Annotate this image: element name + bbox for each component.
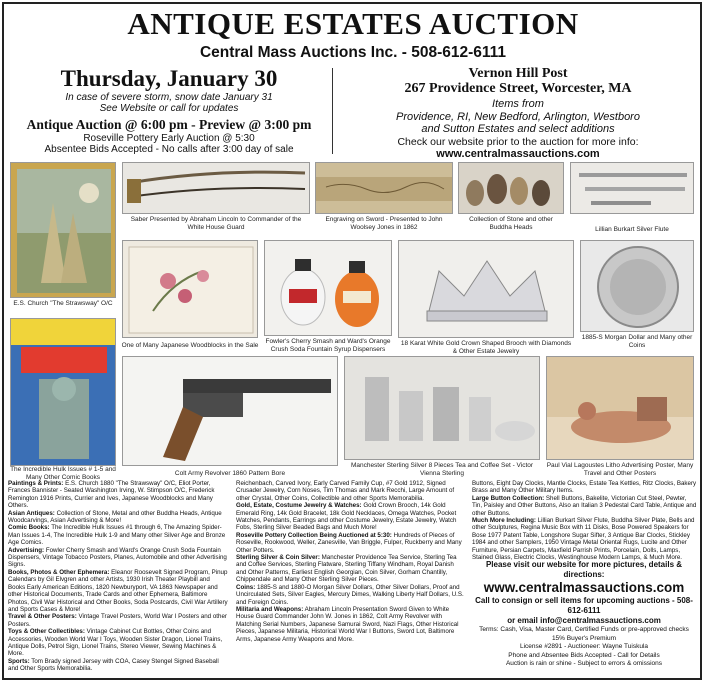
website-note: See Website or call for updates [99,103,239,114]
venue-address: 267 Providence Street, Worcester, MA [404,81,632,96]
consign-email[interactable]: or email info@centralmassauctions.com [507,616,661,625]
footer-website-link[interactable]: www.centralmassauctions.com [483,580,685,595]
visit-note: Please visit our website for more pictures, details & directions: [485,560,683,579]
crown-image [399,241,574,338]
saber-photo [122,162,310,214]
soda-image [265,241,392,336]
category-paragraph [8,510,228,525]
revolver-caption: Colt Army Revolver 1860 Pattern Bore [174,470,286,477]
silver-tea-set-photo [344,356,540,460]
auction-times: Antique Auction @ 6:00 pm - Preview @ 3:00 pm [26,117,312,132]
category-paragraph [472,480,698,495]
category-description: Gold Crown Brooch, 14k Gold Emerald Ring, 14k Gold Bracelet, 18k Gold Necklaces, Omega Watches, Pocket Watches, Pendants, Earrings and other Costume Jewelry, Estate Jewelry, Watch Fobs, Sterling Silver Beaded Bags and Much More! [236,502,457,532]
page-title: ANTIQUE ESTATES AUCTION [127,6,579,41]
category-description: Vintage Cabinet Cut Bottles, Other Coins and Accessories, Wooden World War I Toys, Wooden Sister Dragon, Lionel Trains, Antique Dolls, Petrol Sign, Lionel Trains, Stereo Viewer, Sewing Machines & More. [8,628,223,658]
category-description: Tom Brady signed Jersey with COA, Casey Stengel Signed Baseball and Other Sports Memorabilia. [8,657,219,673]
revolver-photo [122,356,338,466]
church-painting-image [11,163,116,298]
category-heading: Comic Books: [8,524,50,532]
category-paragraph [8,524,228,546]
coin-caption: 1885-S Morgan Dollar and Many other Coins [581,334,693,349]
category-heading: Coins: [236,583,256,591]
terms-license: License #2891 - Auctioneer: Wayne Tuiskula [519,643,649,650]
category-description: Vintage Travel Posters, World War I Posters and other Posters. [8,613,227,628]
soda-caption: Fowler's Cherry Smash and Ward's Orange Crush Soda Fountain Syrup Dispensers [265,338,391,353]
saber-caption: Saber Presented by Abraham Lincoln to Commander of the White House Guard [130,216,302,231]
category-paragraph [472,495,698,517]
church-painting-photo [10,162,116,298]
auction-date: Thursday, January 30 [60,66,278,91]
auction-date-block [10,66,328,155]
crown-brooch-photo [398,240,574,338]
category-description: Collection of Stone, Metal and other Buddha Heads, Antique Woodcarvings, Asian Advertising & More! [8,509,222,525]
woodblock-caption: One of Many Japanese Woodblocks in the Sale [121,342,259,349]
hulk-caption: The Incredible Hulk Issues # 1-5 and Many Other Comic Books [10,466,116,481]
category-description: Manchester Providence Tea Service, Sterling Tea and Coffee Services, Sterling Flatware, Sterling Tiffany Windham, Royal Danish and Other Patterns, Earliest English Georgian, Coin Silver, Gorham Chantilly, Chippendale and Many Other Sterling Silver Pieces. [236,554,457,584]
company-subtitle: Central Mass Auctions Inc. - 508-612-6111 [199,44,507,61]
category-heading: Toys & Other Collectibles: [8,628,85,636]
category-heading: Sports: [8,657,30,665]
sword-engraving-photo [315,162,453,214]
hulk-comic-photo [10,318,116,466]
category-heading: Large Button Collection: [472,494,545,502]
coin-image [581,241,694,332]
category-column-3 [472,480,698,561]
category-paragraph [236,554,464,584]
poster-caption: Paul Vial Lagoustes Litho Advertising Poster, Many Travel and Other Posters [546,462,694,477]
category-paragraph [236,480,464,502]
category-description: Buttons, Eight Day Clocks, Mantle Clocks, Estate Tea Kettles, Ritz Clocks, Bakery Brass and Many Other Military Items. [472,480,697,495]
silver-image [345,357,540,460]
category-heading: Militaria and Weapons: [236,605,304,613]
consign-phone: Call to consign or sell items for upcoming auctions - 508-612-6111 [475,596,693,615]
crown-caption: 18 Karat White Gold Crown Shaped Brooch with Diamonds & Other Estate Jewelry [400,340,572,355]
category-description: The Incredible Hulk Issues #1 through 6, The Amazing Spider-Man Issues 1-4, The Incredible Hulk 1-9 and Many other Silver Age and Bronze Age Comics. [8,524,226,547]
items-from-estates: and Sutton Estates and select additions [421,123,615,135]
category-paragraph [236,502,464,532]
engraving-image [316,163,453,214]
soda-dispensers-photo [264,240,392,336]
hulk-comic-image [11,319,116,466]
category-paragraph [8,613,228,628]
absentee-note: Absentee Bids Accepted - No calls after 3:00 day of sale [44,144,294,155]
buddha-caption: Collection of Stone and other Buddha Heads [469,216,553,231]
coin-photo [580,240,694,332]
category-paragraph [472,517,698,561]
woodblock-image [123,241,258,338]
revolver-image [123,357,338,466]
category-heading: Sterling Silver & Coin Silver: [236,554,320,562]
venue-block [338,66,698,161]
category-heading: Books, Photos & Other Ephemera: [8,568,110,576]
category-heading: Gold, Estate, Costume Jewelry & Watches: [236,502,362,510]
terms-premium: 15% Buyer's Premium [551,634,617,642]
category-column-2 [236,480,464,643]
flute-caption: Lillian Burkart Silver Flute [595,226,669,233]
category-column-1 [8,480,228,673]
category-description: Eleanor Roosevelt Signed Program, Pinup Calendars by Gil Elvgren and other Artists, 1930 Irish Theater Playbill and Books Early American Editions, 1820 Newburyport, VA 1863 Newspaper and other Historical Documents, Trade Cards and other Ephemera, Baltimore Photos, Civil War Historical and Other Books, Soda Postcards, Civil War Artillery and Sports Cases & More! [8,568,228,613]
items-from-block [338,98,698,136]
category-paragraph [8,547,228,569]
category-description: E.S. Church 1880 "The Strawsway" O/C, Eliot Porter, Frances Bannister - Seated Washington Irving, W. Stimpson O/C, Frederick Remington 1916 Prints, Currier and Ives, Japanese Woodblocks and Many Others. [8,480,215,510]
items-from-places: Providence, RI, New Bedford, Arlington, Westboro [396,110,640,123]
poster-image [547,357,694,460]
church-painting-caption: E.S. Church "The Strawsway" O/C [13,300,113,307]
category-heading: Asian Antiques: [8,509,55,517]
buddha-image [459,163,564,214]
category-description: Shell Buttons, Bakelite, Victorian Cut Steel, Pewter, Tin, Paisley and Other Buttons, Also an Italian 3 Pedestal Card Table, Antique and other Buttons. [472,494,697,517]
category-description: Hundreds of Pieces of Roseville, Rookwood, Weller, Zanesville, Van Briggle, Fulper, Ruckberry and Many Other Potters. [236,531,462,554]
category-heading: Travel & Other Posters: [8,613,77,621]
category-description: 1885-S and 1880-O Morgan Silver Dollars, Other Silver Dollars, Proof and Uncirculated Sets, Silver Eagles, Mercury Dimes, Walking Liberty Half Dollars, U.S. and Foreign Coins. [236,583,464,606]
woodblock-photo [122,240,258,338]
header-website-link[interactable]: www.centralmassauctions.com [436,147,600,160]
category-heading: Roseville Pottery Collection Being Auctioned at 5:30: [236,531,392,539]
category-paragraph [236,584,464,606]
early-auction-note: Roseville Pottery Early Auction @ 5:30 [83,133,255,144]
website-check-note: Check our website prior to the auction for more info: [397,135,639,148]
terms-rain: Auction is rain or shine - Subject to errors & omissions [505,660,663,667]
silver-caption: Manchester Sterling Silver 8 Pieces Tea and Coffee Set - Victor Vienna Sterling [350,462,534,477]
items-from-label: Items from [492,98,544,110]
category-heading: Much More Including: [472,517,536,525]
category-paragraph [236,606,464,643]
category-paragraph [8,480,228,510]
category-description: Lillian Burkart Silver Flute, Buddha Silver Plate, Bells and other Sculptures, Regina Music Box with 11 Disks, Bose Powered Speakers for Bose 1977 Patent Table, Longshore Sugar Sifter, 3 Antique Bar Clocks, Stickley 1984 and other Samplers, 1950 Vintage Metal Oriental Rugs, Lucite and Other Furniture, Persian Carpets, Maxfield Parrish Prints, Porcelain, Dolls, Lamps, Stained Glass, Electric Clocks, Westinghouse Modern Lamps, & Much More. [472,517,695,562]
terms-bids: Phone and Absentee Bids Accepted - Call for Details [508,651,660,659]
engraving-caption: Engraving on Sword - Presented to John Woolsey Jones in 1862 [325,216,443,231]
flute-photo [570,162,694,214]
snow-date-note: In case of severe storm, snow date January 31 [65,92,273,103]
contact-block [470,560,698,669]
category-description: Abraham Lincoln Presentation Sword Given to White House Guard Commander John W. Jones in 1862, Colt Army Revolver with Matching Serial Numbers, Japanese Samurai Sword, Nazi Flags, Other Historical Pieces, Japanese Militaria, Historical World War I Buttons, Sword Lot, Baltimore Arms, Japanese Army Weapons and More. [236,605,459,643]
travel-poster-photo [546,356,694,460]
category-paragraph [8,628,228,658]
category-paragraph [236,532,464,554]
header-divider [332,68,333,154]
flute-image [571,163,694,214]
category-paragraph [8,658,228,673]
terms-payment: Terms: Cash, Visa, Master Card, Certified Funds or pre-approved checks [479,626,689,633]
category-description: Fowler Cherry Smash and Ward's Orange Crush Soda Fountain Dispensers, Vintage Tobacco Posters, Planes, Automobile and other Advertising Signs. [8,546,227,569]
venue-name: Vernon Hill Post [468,66,568,81]
category-description: Reichenbach, Carved Ivory, Early Carved Family Cup, #7 Gold 1912, Signed Crusader Jewelry, Corn Noses, Tim Thomas and Mark Recchi, Large Amount of other Crystal, Other Coins, Collectible and other Sports Memorabilia. [236,480,455,502]
category-heading: Advertising: [8,546,45,554]
saber-image [123,163,310,214]
category-paragraph [8,569,228,613]
buddha-heads-photo [458,162,564,214]
category-heading: Paintings & Prints: [8,480,64,487]
